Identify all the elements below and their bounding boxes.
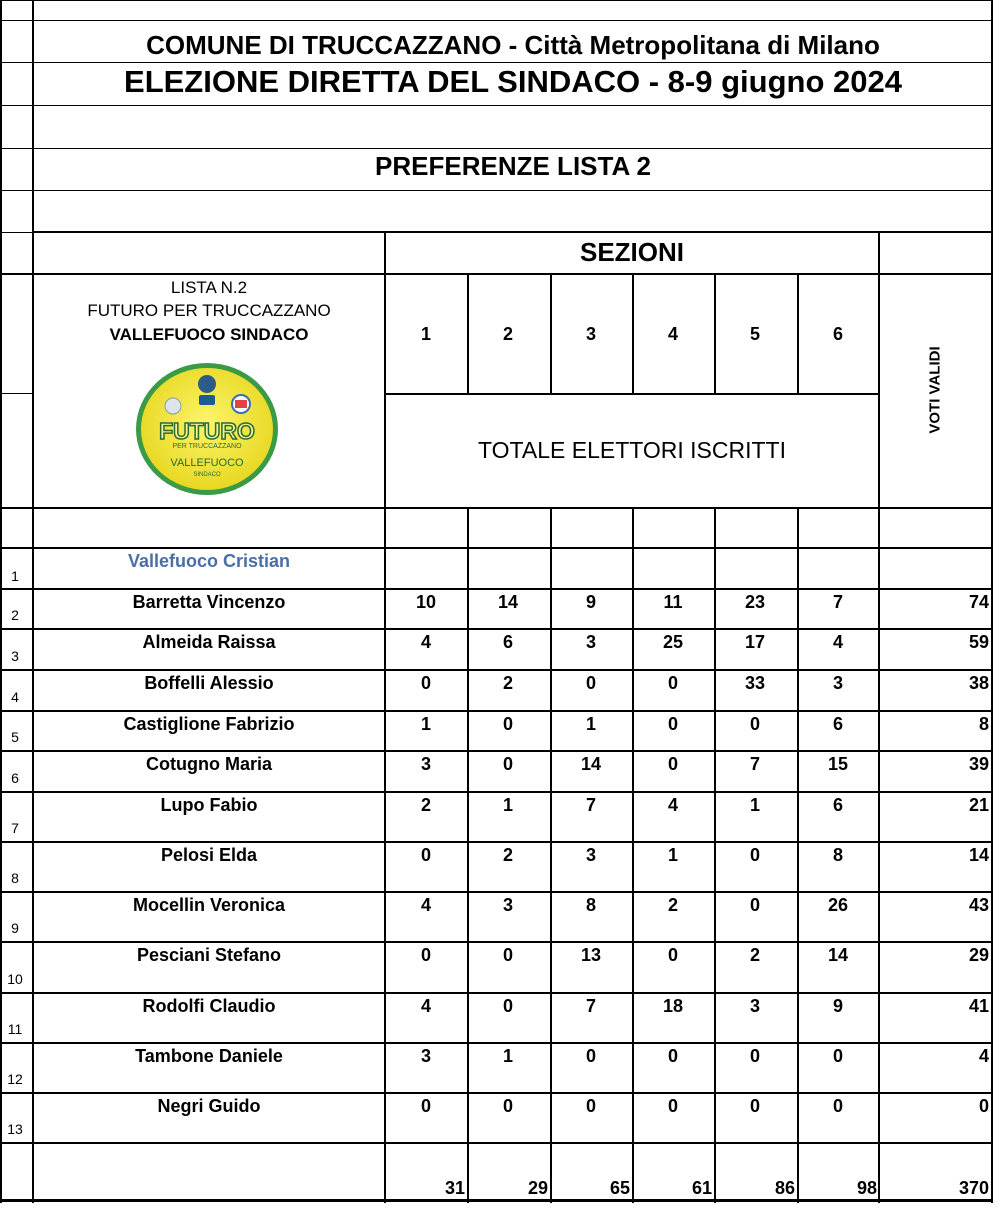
section-votes: 6 <box>502 632 513 652</box>
row-number: 3 <box>11 648 19 664</box>
row-number: 5 <box>11 729 19 745</box>
section-votes: 26 <box>827 895 849 915</box>
candidate-name: Pesciani Stefano <box>136 945 282 965</box>
section-votes: 2 <box>502 673 513 693</box>
row-number: 12 <box>7 1071 23 1087</box>
section-votes: 4 <box>420 632 431 652</box>
section-votes: 7 <box>832 592 843 612</box>
section-votes: 0 <box>585 673 596 693</box>
mayor-candidate-name: Vallefuoco Cristian <box>127 551 291 571</box>
valid-votes-total: 59 <box>968 632 989 652</box>
grid-line <box>0 1042 993 1044</box>
section-votes: 7 <box>585 795 596 815</box>
section-votes: 0 <box>749 714 760 734</box>
section-votes: 3 <box>832 673 843 693</box>
section-votes: 23 <box>744 592 766 612</box>
valid-votes-total: 4 <box>978 1046 989 1066</box>
grid-line <box>0 588 993 590</box>
valid-votes-total: 14 <box>968 845 989 865</box>
grid-line <box>0 1142 993 1144</box>
section-votes: 0 <box>667 714 678 734</box>
section-votes: 8 <box>832 845 843 865</box>
row-number: 9 <box>11 920 19 936</box>
candidate-name: Mocellin Veronica <box>132 895 286 915</box>
logo-role: SINDACO <box>193 472 221 478</box>
section-votes: 0 <box>585 1046 596 1066</box>
row-number: 8 <box>11 870 19 886</box>
section-votes: 4 <box>832 632 843 652</box>
grid-line <box>0 791 993 793</box>
grid-line <box>0 891 993 893</box>
section-votes: 14 <box>497 592 519 612</box>
section-votes: 0 <box>420 845 431 865</box>
section-votes: 0 <box>502 1096 513 1116</box>
section-votes: 1 <box>420 714 431 734</box>
section-total: 31 <box>444 1178 465 1198</box>
grid-line <box>0 669 993 671</box>
section-votes: 0 <box>420 673 431 693</box>
section-votes: 3 <box>585 845 596 865</box>
section-votes: 0 <box>667 673 678 693</box>
grid-line <box>0 750 993 752</box>
section-votes: 4 <box>667 795 678 815</box>
list-mayor: VALLEFUOCO SINDACO <box>109 325 309 344</box>
section-votes: 3 <box>420 1046 431 1066</box>
section-number: 3 <box>585 324 596 344</box>
valid-votes-total: 43 <box>968 895 989 915</box>
valid-votes-total: 8 <box>978 714 989 734</box>
grid-line <box>0 507 993 509</box>
section-votes: 1 <box>667 845 678 865</box>
grid-line <box>32 231 993 233</box>
section-votes: 0 <box>502 996 513 1016</box>
section-votes: 4 <box>420 996 431 1016</box>
section-votes: 1 <box>585 714 596 734</box>
section-total: 61 <box>691 1178 712 1198</box>
section-votes: 9 <box>832 996 843 1016</box>
section-votes: 6 <box>832 714 843 734</box>
list-name: FUTURO PER TRUCCAZZANO <box>87 301 331 320</box>
section-votes: 3 <box>502 895 513 915</box>
section-votes: 0 <box>667 754 678 774</box>
list-logo <box>133 360 281 498</box>
candidate-name: Rodolfi Claudio <box>142 996 276 1016</box>
grid-line <box>0 393 33 394</box>
row-number: 2 <box>11 607 19 623</box>
section-votes: 0 <box>420 1096 431 1116</box>
section-votes: 14 <box>827 945 849 965</box>
row-number: 1 <box>11 568 19 584</box>
section-votes: 0 <box>749 1046 760 1066</box>
grid-line <box>0 1199 993 1202</box>
section-votes: 0 <box>832 1046 843 1066</box>
candidate-name: Barretta Vincenzo <box>132 592 286 612</box>
section-votes: 11 <box>663 592 683 612</box>
section-votes: 2 <box>667 895 678 915</box>
candidate-name: Pelosi Elda <box>160 845 258 865</box>
valid-votes-total: 38 <box>968 673 989 693</box>
valid-votes-total: 74 <box>968 592 989 612</box>
preferences-title: PREFERENZE LISTA 2 <box>375 151 651 181</box>
section-total: 65 <box>609 1178 630 1198</box>
section-votes: 0 <box>502 754 513 774</box>
grand-total: 370 <box>958 1178 989 1198</box>
list-number: LISTA N.2 <box>170 278 248 297</box>
section-votes: 2 <box>749 945 760 965</box>
section-votes: 0 <box>667 1046 678 1066</box>
section-number: 6 <box>832 324 843 344</box>
grid-line <box>0 1092 993 1094</box>
grid-line <box>0 105 993 106</box>
logo-name: VALLEFUOCO <box>170 457 244 469</box>
grid-line <box>0 190 993 191</box>
grid-line <box>0 273 993 275</box>
section-votes: 33 <box>744 673 766 693</box>
row-number: 6 <box>11 770 19 786</box>
section-votes: 9 <box>585 592 596 612</box>
grid-line <box>0 710 993 712</box>
section-votes: 4 <box>420 895 431 915</box>
sezioni-header: SEZIONI <box>579 237 684 267</box>
grid-line <box>0 941 993 943</box>
valid-votes-total: 39 <box>968 754 989 774</box>
grid-line <box>0 0 993 1</box>
logo-subtitle: PER TRUCCAZZANO <box>172 443 242 450</box>
valid-votes-total: 0 <box>978 1096 989 1116</box>
section-votes: 13 <box>580 945 602 965</box>
section-votes: 1 <box>502 795 513 815</box>
grid-line <box>0 148 993 149</box>
candidate-name: Negri Guido <box>157 1096 261 1116</box>
grid-line <box>0 547 993 549</box>
grid-line <box>0 62 993 63</box>
section-votes: 0 <box>585 1096 596 1116</box>
candidate-name: Castiglione Fabrizio <box>123 714 295 734</box>
candidate-name: Almeida Raissa <box>142 632 276 652</box>
grid-line <box>0 20 993 21</box>
section-number: 4 <box>667 324 678 344</box>
section-votes: 7 <box>749 754 760 774</box>
section-votes: 3 <box>420 754 431 774</box>
section-votes: 0 <box>749 895 760 915</box>
candidate-name: Tambone Daniele <box>135 1046 283 1066</box>
section-votes: 1 <box>749 795 760 815</box>
valid-votes-total: 41 <box>968 996 989 1016</box>
section-number: 5 <box>749 324 760 344</box>
section-votes: 0 <box>502 714 513 734</box>
section-total: 98 <box>856 1178 877 1198</box>
section-votes: 0 <box>749 845 760 865</box>
section-number: 1 <box>420 324 431 344</box>
section-votes: 14 <box>580 754 602 774</box>
section-votes: 1 <box>502 1046 513 1066</box>
logo-title: FUTURO <box>159 418 255 444</box>
candidate-name: Boffelli Alessio <box>144 673 274 693</box>
candidate-name: Lupo Fabio <box>160 795 258 815</box>
section-votes: 0 <box>749 1096 760 1116</box>
row-number: 11 <box>7 1021 23 1037</box>
section-votes: 7 <box>585 996 596 1016</box>
grid-line <box>0 628 993 630</box>
comune-title: COMUNE DI TRUCCAZZANO - Città Metropolitana di Milano <box>146 30 880 60</box>
section-total: 29 <box>527 1178 548 1198</box>
section-votes: 2 <box>502 845 513 865</box>
section-votes: 8 <box>585 895 596 915</box>
section-votes: 2 <box>420 795 431 815</box>
section-number: 2 <box>502 324 513 344</box>
section-votes: 0 <box>502 945 513 965</box>
section-votes: 0 <box>420 945 431 965</box>
section-votes: 3 <box>585 632 596 652</box>
section-votes: 17 <box>744 632 766 652</box>
section-votes: 6 <box>832 795 843 815</box>
election-title: ELEZIONE DIRETTA DEL SINDACO - 8-9 giugno 2024 <box>124 64 902 99</box>
section-votes: 10 <box>415 592 437 612</box>
row-number: 10 <box>7 971 23 987</box>
candidate-name: Cotugno Maria <box>146 754 272 774</box>
section-votes: 25 <box>662 632 684 652</box>
row-number: 13 <box>7 1121 23 1137</box>
section-votes: 3 <box>749 996 760 1016</box>
valid-votes-total: 29 <box>968 945 989 965</box>
totale-elettori-label: TOTALE ELETTORI ISCRITTI <box>478 437 786 463</box>
grid-line <box>384 393 880 395</box>
voti-validi-label: VOTI VALIDI <box>926 346 944 434</box>
valid-votes-total: 21 <box>968 795 989 815</box>
section-votes: 0 <box>667 945 678 965</box>
row-number: 4 <box>11 689 19 705</box>
grid-line <box>0 992 993 994</box>
section-votes: 15 <box>827 754 849 774</box>
section-votes: 0 <box>667 1096 678 1116</box>
section-total: 86 <box>774 1178 795 1198</box>
section-votes: 18 <box>662 996 684 1016</box>
section-votes: 0 <box>832 1096 843 1116</box>
grid-line <box>0 841 993 843</box>
row-number: 7 <box>11 820 19 836</box>
